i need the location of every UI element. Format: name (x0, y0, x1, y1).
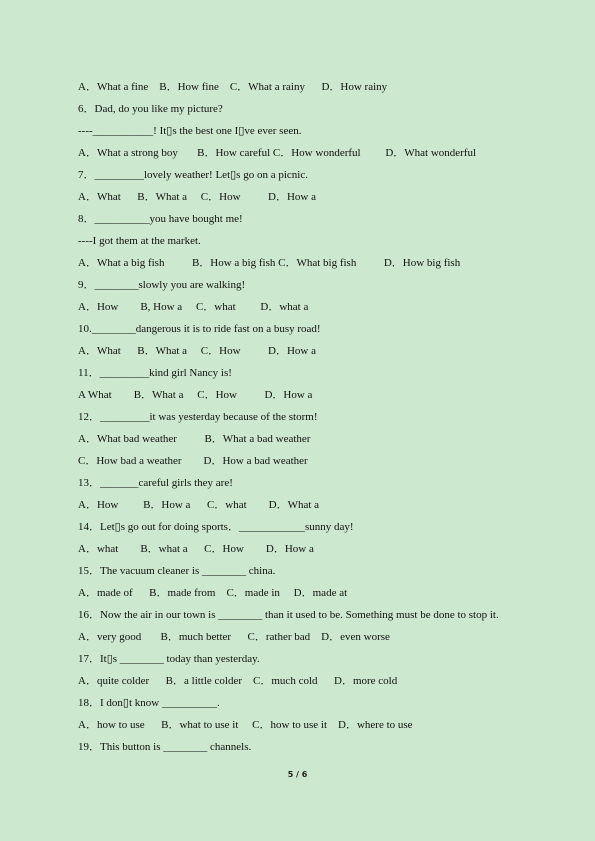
text-line: A．What a fine B．How fine C．What a rainy D．How rainy (78, 81, 388, 93)
text-line: 10.________dangerous it is to ride fast on a busy road! (78, 323, 321, 335)
text-line: 14．Let▯s go out for doing sports．____________sunny day! (78, 521, 354, 533)
text-line: 12．_________it was yesterday because of the storm! (78, 411, 318, 423)
text-line: 13．_______careful girls they are! (78, 477, 233, 489)
text-line: A．how to use B．what to use it C．how to use it D．where to use (78, 719, 413, 731)
text-line: 8．__________you have bought me! (78, 213, 243, 225)
page-number: 5 / 6 (287, 770, 308, 779)
text-line: ----I got them at the market. (78, 235, 201, 247)
text-line: 17．It▯s ________ today than yesterday. (78, 653, 260, 665)
text-line: A．What B．What a C．How D．How a (78, 191, 316, 203)
text-line: 6．Dad, do you like my picture? (78, 103, 223, 115)
text-line: 11．_________kind girl Nancy is! (78, 367, 232, 379)
text-line: 9．________slowly you are walking! (78, 279, 246, 291)
text-line: A．What B．What a C．How D．How a (78, 345, 316, 357)
text-line: A．How B．How a C．what D．What a (78, 499, 320, 511)
text-line: 7．_________lovely weather! Let▯s go on a picnic. (78, 169, 308, 181)
text-line: ----___________! It▯s the best one I▯ve ever seen. (78, 125, 302, 137)
text-line: A．quite colder B．a little colder C．much cold D．more cold (78, 675, 398, 687)
text-line: A．made of B．made from C．made in D．made at (78, 587, 348, 599)
text-line: A．What a big fish B．How a big fish C．What big fish D．How big fish (78, 257, 461, 269)
text-line: C．How bad a weather D．How a bad weather (78, 455, 308, 467)
text-line: A．what B．what a C．How D．How a (78, 543, 314, 555)
text-line: A．How B, How a C．what D．what a (78, 301, 309, 313)
text-line: 16．Now the air in our town is ________ than it used to be. Something must be done to stop it. (78, 609, 499, 621)
text-line: A．What bad weather B．What a bad weather (78, 433, 311, 445)
text-line: A．very good B．much better C．rather bad D．even worse (78, 631, 390, 643)
text-line: A．What a strong boy B．How careful C．How wonderful D．What wonderful (78, 147, 477, 159)
text-line: 19．This button is ________ channels. (78, 741, 252, 753)
text-line: 18．I don▯t know __________. (78, 697, 220, 709)
text-line: 15．The vacuum cleaner is ________ china. (78, 565, 276, 577)
text-line: A What B．What a C．How D．How a (78, 389, 313, 401)
